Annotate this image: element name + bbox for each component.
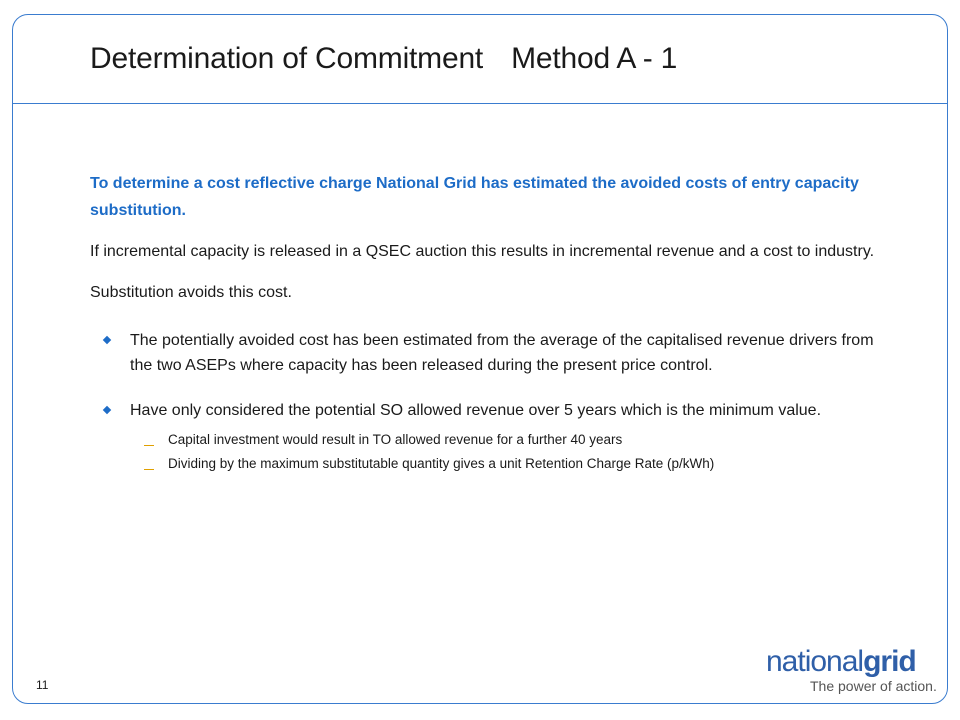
sub-bullet-item xyxy=(130,429,890,451)
title-part-1: Determination of Commitment xyxy=(90,42,484,75)
slide-title xyxy=(90,42,677,76)
sub-bullet-text: Dividing by the maximum substitutable quantity gives a unit Retention Charge Rate (p/kWh) xyxy=(168,456,715,471)
logo-wordmark-regular: national xyxy=(766,645,864,678)
bullet-item xyxy=(90,398,890,475)
diamond-bullet-icon xyxy=(103,336,111,344)
sub-bullet-list xyxy=(130,429,890,475)
bullet-list xyxy=(90,328,890,475)
bullet-item xyxy=(90,328,890,378)
bullet-text: Have only considered the potential SO allowed revenue over 5 years which is the minimum value. xyxy=(130,402,822,419)
logo-tagline: The power of action. xyxy=(810,678,937,694)
title-divider xyxy=(13,103,947,104)
slide-content xyxy=(90,170,890,495)
logo-wordmark xyxy=(766,646,936,678)
paragraph-incremental-capacity: If incremental capacity is released in a QSEC auction this results in incremental revenue and a cost to industry. xyxy=(90,243,875,260)
bullet-text: The potentially avoided cost has been estimated from the average of the capitalised revenue drivers from the two ASEPs where capacity has been released during the present price control. xyxy=(130,332,874,374)
page-number: 11 xyxy=(36,678,49,692)
national-grid-logo xyxy=(766,646,936,694)
diamond-bullet-icon xyxy=(103,406,111,414)
title-part-2: Method A - 1 xyxy=(511,42,678,75)
dash-bullet-icon xyxy=(144,469,154,470)
sub-bullet-text: Capital investment would result in TO allowed revenue for a further 40 years xyxy=(168,432,623,447)
logo-wordmark-bold: grid xyxy=(863,645,916,678)
lead-paragraph: To determine a cost reflective charge National Grid has estimated the avoided costs of entry capacity substitution. xyxy=(90,175,859,219)
sub-bullet-item xyxy=(130,453,890,475)
paragraph-substitution: Substitution avoids this cost. xyxy=(90,284,292,301)
dash-bullet-icon xyxy=(144,445,154,446)
